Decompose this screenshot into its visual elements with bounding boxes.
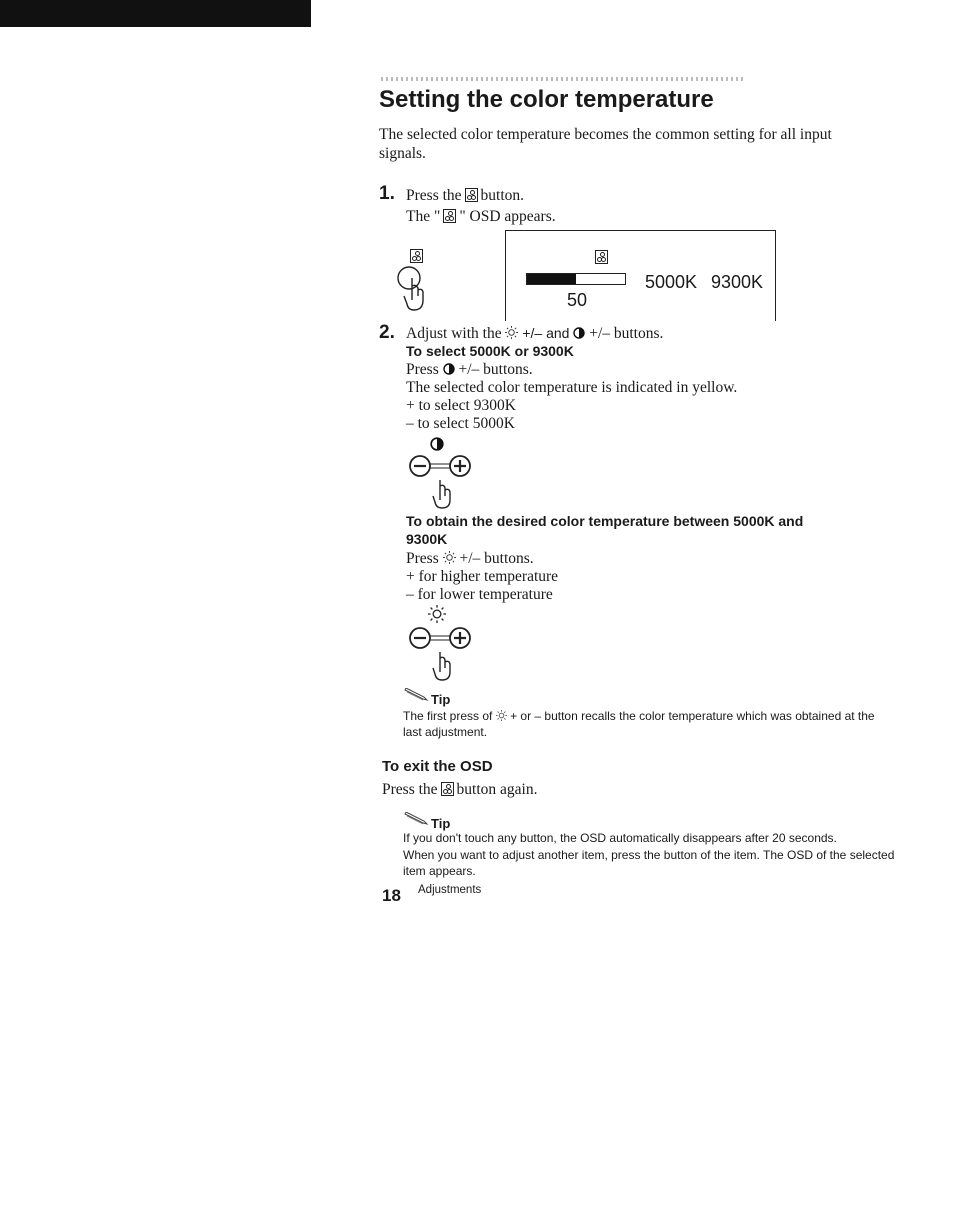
exit-heading: To exit the OSD: [382, 758, 493, 775]
minus-plus-buttons-icon: [408, 624, 478, 682]
tip-2-label: Tip: [431, 816, 451, 831]
step-1-osd-post: " OSD appears.: [459, 208, 556, 225]
contrast-icon: [573, 327, 585, 339]
osd-9300k-option: 9300K: [711, 272, 764, 292]
tip-1-text-post: + or – button recalls the color temperature which was obtained at the: [510, 709, 875, 723]
obtain-buttons-text: +/– buttons.: [459, 550, 534, 567]
osd-level-value: 50: [567, 290, 588, 310]
step-2-text-pre: Adjust with the: [406, 325, 502, 342]
intro-line-1: The selected color temperature becomes the common setting for all input: [379, 126, 832, 143]
obtain-press-text: Press: [406, 550, 439, 567]
obtain-heading-line-1: To obtain the desired color temperature between 5000K and: [406, 513, 804, 529]
osd-color-temp-icon: [595, 250, 608, 264]
hand-press-icon: [396, 264, 436, 314]
tip-1-line-2: last adjustment.: [403, 725, 488, 739]
tip-2-line-3: item appears.: [403, 864, 476, 878]
exit-again-text: button again.: [456, 781, 538, 798]
exit-press-text: Press the: [382, 781, 438, 798]
obtain-line-1: [406, 549, 534, 568]
footer-section-label: Adjustments: [418, 884, 482, 896]
select-line-2: The selected color temperature is indicated in yellow.: [406, 379, 738, 396]
select-line-1: [406, 360, 533, 379]
pencil-tip-icon: [403, 812, 429, 826]
step-1-button-text: button.: [480, 187, 525, 204]
brightness-icon: [496, 710, 507, 721]
color-temp-button-icon: [443, 209, 456, 223]
osd-level-bar: [526, 273, 626, 285]
exit-line: [382, 780, 537, 799]
step-1-line-2: [406, 207, 556, 226]
pencil-tip-icon: [403, 688, 429, 702]
step-1-press-text: Press the: [406, 187, 462, 204]
select-line-4: – to select 5000K: [406, 415, 515, 432]
tip-1-line-1: [403, 708, 875, 724]
brightness-icon: [505, 326, 518, 339]
step-2-text-post: +/– buttons.: [589, 325, 664, 342]
obtain-heading-line-2: 9300K: [406, 531, 448, 547]
tip-2-line-2: When you want to adjust another item, press the button of the item. The OSD of the selected: [403, 848, 895, 862]
dotted-rule: [381, 77, 743, 81]
minus-plus-buttons-icon: [408, 452, 478, 510]
select-buttons-text: +/– buttons.: [458, 361, 533, 378]
page-title: Setting the color temperature: [379, 86, 714, 113]
color-temp-button-icon: [465, 188, 478, 202]
brightness-icon: [443, 551, 456, 564]
tip-1-label: Tip: [431, 692, 451, 707]
tip-2-line-1: If you don't touch any button, the OSD automatically disappears after 20 seconds.: [403, 831, 837, 845]
select-line-3: + to select 9300K: [406, 397, 516, 414]
step-2-number: 2.: [379, 322, 395, 343]
select-press-text: Press: [406, 361, 439, 378]
obtain-line-2: + for higher temperature: [406, 568, 559, 585]
step-2-text-mid: +/– and: [522, 325, 570, 341]
osd-5000k-option: 5000K: [645, 272, 698, 292]
step-2-line: [406, 324, 663, 343]
tip-1-text-pre: The first press of: [403, 709, 493, 723]
step-1-number: 1.: [379, 183, 395, 204]
color-temp-button-icon: [410, 249, 423, 263]
contrast-icon: [430, 437, 444, 451]
brightness-icon: [428, 605, 446, 623]
page-number: 18: [382, 886, 401, 905]
obtain-line-3: – for lower temperature: [406, 586, 553, 603]
step-1-osd-pre: The ": [406, 208, 441, 225]
contrast-icon: [443, 363, 455, 375]
intro-line-2: signals.: [379, 145, 426, 162]
select-heading: To select 5000K or 9300K: [406, 343, 574, 359]
page-header-bar: [0, 0, 311, 27]
osd-level-bar-fill: [527, 274, 576, 284]
color-temp-button-icon: [441, 782, 454, 796]
step-1-line-1: [406, 186, 524, 205]
